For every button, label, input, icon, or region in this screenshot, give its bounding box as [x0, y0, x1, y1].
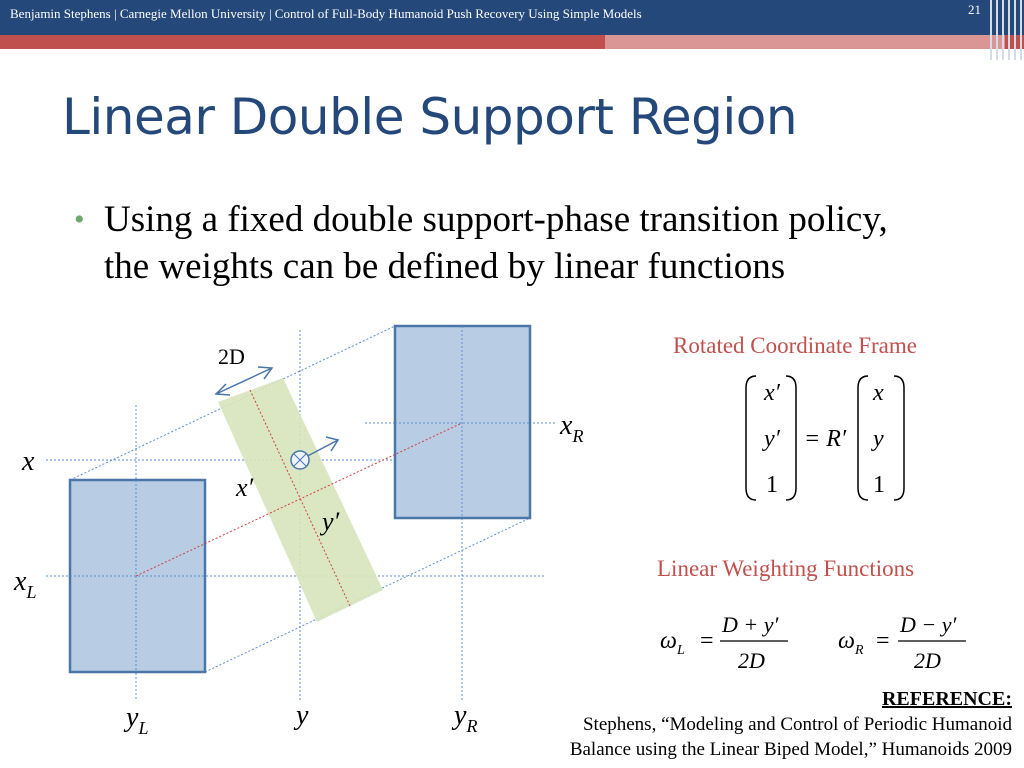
- omega-R-denominator: 2D: [914, 648, 941, 673]
- label-x: x: [22, 446, 35, 477]
- label-xR: $x_R$: [560, 410, 584, 446]
- omega-R-equals: =: [876, 628, 890, 654]
- lhs-row-3: 1: [766, 472, 778, 498]
- reference-label: REFERENCE:: [881, 688, 1012, 710]
- label-x-prime: x′: [236, 473, 254, 502]
- omega-L-symbol: $\omega_L$: [660, 628, 685, 658]
- reference-line-2: Balance using the Linear Biped Model,” Humanoids 2009: [569, 739, 1012, 760]
- reference-line-1: Stephens, “Modeling and Control of Periodic Humanoid: [582, 714, 1012, 735]
- label-y: y: [296, 700, 309, 731]
- lhs-row-2: y′: [764, 426, 780, 452]
- label-yR: $y_R$: [454, 700, 478, 736]
- slide-number: 21: [968, 2, 981, 17]
- label-y-prime: y′: [322, 507, 340, 536]
- rhs-row-2: y: [873, 426, 884, 452]
- header-text: Benjamin Stephens | Carnegie Mellon University | Control of Full-Body Humanoid Push Recovery Using Simple Models: [10, 6, 642, 21]
- omega-L-equals: =: [700, 628, 714, 654]
- lhs-row-1: x′: [764, 380, 780, 406]
- rhs-row-1: x: [873, 380, 884, 406]
- rhs-row-3: 1: [873, 472, 885, 498]
- rotated-frame-heading: Rotated Coordinate Frame: [673, 333, 917, 358]
- slide-title: Linear Double Support Region: [62, 88, 798, 146]
- omega-L-denominator: 2D: [738, 648, 765, 673]
- equals-R-prime: = R′: [804, 426, 847, 452]
- weighting-heading: Linear Weighting Functions: [657, 556, 915, 581]
- bullet-text: Using a fixed double support-phase transition policy, the weights can be defined by linear functions: [104, 199, 888, 287]
- bullet-dot-icon: •: [74, 203, 85, 236]
- label-yL: $y_L$: [126, 702, 149, 738]
- omega-R-symbol: $\omega_R$: [838, 628, 864, 658]
- label-2D: 2D: [218, 344, 245, 369]
- omega-L-numerator: D + y′: [722, 612, 779, 637]
- reference-citation: [492, 712, 1012, 762]
- omega-R-numerator: D − y′: [900, 612, 957, 637]
- label-xL: $x_L$: [14, 566, 37, 602]
